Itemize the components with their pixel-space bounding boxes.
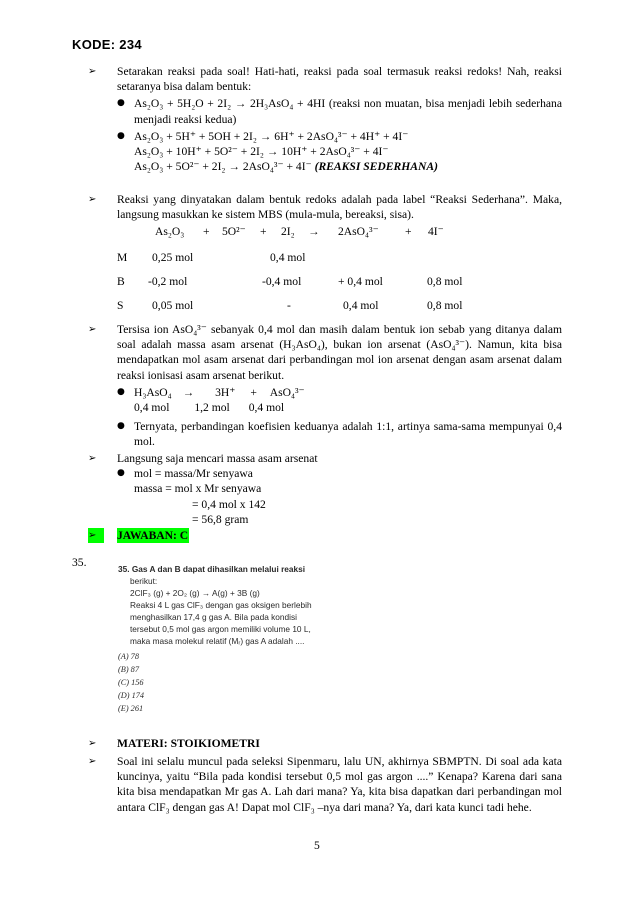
bullet-arsenate xyxy=(88,322,562,449)
question-number: 35. xyxy=(72,556,87,569)
eq-term: + xyxy=(405,225,412,238)
eq-term: 2AsO₄³⁻ xyxy=(338,225,379,238)
eq-arrow: → xyxy=(308,225,320,238)
answer-line xyxy=(88,528,562,543)
dot-bullet-icon: ● xyxy=(117,468,125,479)
bullet-text: Soal ini selalu muncul pada seleksi Sipenmaru, lalu UN, akhirnya SBMPTN. Di soal ada kata kuncinya, yaitu “Bila pada kondisi tersebut 0,5 mol gas argon ....” Kenapa? Karena dari sana kita bisa mendapatkan Mr gas A. Lah dari mana? Ya, kita bisa dapatkan dari perbandingan mol antara ClF₃ dengan gas A! Dapat mol ClF₃ –nya dari mana? Ya, dari kata kunci tadi hehe. xyxy=(117,755,562,814)
bullet-mbs xyxy=(88,192,562,222)
mbs-value: -0,2 mol xyxy=(148,275,188,288)
mbs-label: M xyxy=(117,251,128,264)
equation-text: As₂O₃ + 10H⁺ + 5O²⁻ + 2I₂ → 10H⁺ + 2AsO₄³⁻ + 4I⁻ xyxy=(134,145,389,159)
eq-term: 2I₂ xyxy=(281,225,295,238)
bullet-text: Setarakan reaksi pada soal! Hati-hati, reaksi pada soal termasuk reaksi redoks! Nah, reaksi setaranya bisa dalam bentuk: xyxy=(117,65,562,94)
eq-term: As₂O₃ xyxy=(155,225,185,238)
ionization-moles: 0,4 mol 1,2 mol 0,4 mol xyxy=(134,400,285,414)
page-number: 5 xyxy=(314,839,320,852)
calc-line: massa = mol x Mr senyawa xyxy=(134,482,262,496)
calc-item xyxy=(117,466,562,527)
mbs-value: 0,8 mol xyxy=(427,299,463,312)
dot-bullet-icon: ● xyxy=(117,98,125,109)
arrow-bullet-icon: ➢ xyxy=(88,194,97,205)
arrow-bullet-icon: ➢ xyxy=(88,528,104,543)
arrow-bullet-icon: ➢ xyxy=(88,324,97,335)
bullet-explanation xyxy=(88,754,562,815)
bullet-text: Langsung saja mencari massa asam arsenat xyxy=(117,452,318,465)
dot-bullet-icon: ● xyxy=(117,386,125,397)
bullet-text: Reaksi yang dinyatakan dalam bentuk redoks adalah pada label “Reaksi Sederhana”. Maka, langsung masukkan ke sistem MBS (mula-mula, bereaksi, sisa). xyxy=(117,193,562,222)
mbs-row-m xyxy=(0,250,638,266)
equation-text: As₂O₃ + 5H⁺ + 5OH + 2I₂ → 6H⁺ + 2AsO₄³⁻ + 4H⁺ + 4I⁻ xyxy=(134,129,409,143)
simple-reaction-tag: (REAKSI SEDERHANA) xyxy=(314,160,438,174)
calc-line: = 0,4 mol x 142 xyxy=(192,497,266,511)
equation-text: As₂O₃ + 5H₂O + 2I₂ → 2H₃AsO₄ + 4HI (reaksi non muatan, bisa menjadi lebih sederhana menjadi reaksi kedua) xyxy=(134,97,562,126)
equation-item xyxy=(117,129,562,175)
mbs-value: 0,8 mol xyxy=(427,275,463,288)
mbs-value: - xyxy=(287,299,291,312)
mbs-value: + 0,4 mol xyxy=(338,275,383,288)
mbs-value: -0,4 mol xyxy=(262,275,302,288)
dot-bullet-icon: ● xyxy=(117,420,125,431)
ionization-equation: H₃AsO₄ → 3H⁺ + AsO₄³⁻ xyxy=(134,385,305,399)
question-image: 35. Gas A dan B dapat dihasilkan melalui reaksi berikut: 2ClF₃ (g) + 2O₂ (g) → A(g) + 3B (g) Reaksi 4 L gas ClF₃ dengan gas oksigen berlebih menghasilkan 17,4 g gas A. Bila pada kondisi tersebut 0,5 mol gas argon memiliki volume 10 L, maka masa molekul relatif (Mᵣ) gas A adalah .... (A) 78 (B) 87 (C) 156 (D) 174 (E) 261 xyxy=(118,564,312,713)
mbs-label: B xyxy=(117,275,125,288)
answer-text: JAWABAN: C xyxy=(117,529,189,542)
mbs-row-b xyxy=(0,274,638,290)
eq-term: + xyxy=(203,225,210,238)
mbs-value: 0,05 mol xyxy=(152,299,194,312)
eq-term: + xyxy=(260,225,267,238)
equation-item xyxy=(117,96,562,126)
mbs-value: 0,4 mol xyxy=(343,299,379,312)
bullet-mass xyxy=(88,451,562,527)
calc-line: mol = massa/Mr senyawa xyxy=(134,467,253,481)
mbs-equation xyxy=(0,224,638,240)
bullet-materi xyxy=(88,736,562,751)
eq-term: 4I⁻ xyxy=(428,225,444,238)
mbs-label: S xyxy=(117,299,124,312)
note-text: Ternyata, perbandingan koefisien keduanya adalah 1:1, artinya sama-sama mempunyai 0,4 mol. xyxy=(134,419,562,449)
arrow-bullet-icon: ➢ xyxy=(88,66,97,77)
bullet-balance-reaction xyxy=(88,64,562,174)
bullet-text: Tersisa ion AsO₄³⁻ sebanyak 0,4 mol dan masih dalam bentuk ion sebab yang ditanya dalam soal adalah massa asam arsenat (H₃AsO₄), bukan ion arsenat (AsO₄³⁻). Namun, kita bisa mendapatkan mol asam arsenat dari perbandingan mol ion arsenat dengan asam arsenat dalam reaksi ionisasi asam arsenat berikut. xyxy=(117,323,562,382)
document-code: KODE: 234 xyxy=(72,37,142,52)
arrow-bullet-icon: ➢ xyxy=(88,756,97,767)
note-item xyxy=(117,419,562,449)
mbs-row-s xyxy=(0,298,638,314)
ionization-item xyxy=(117,385,562,415)
arrow-bullet-icon: ➢ xyxy=(88,453,97,464)
mbs-value: 0,4 mol xyxy=(270,251,306,264)
equation-text: As₂O₃ + 5O²⁻ + 2I₂ → 2AsO₄³⁻ + 4I⁻ (REAKSI SEDERHANA) xyxy=(134,160,438,174)
eq-term: 5O²⁻ xyxy=(222,225,246,238)
dot-bullet-icon: ● xyxy=(117,130,125,141)
mbs-value: 0,25 mol xyxy=(152,251,194,264)
arrow-bullet-icon: ➢ xyxy=(88,738,97,749)
bullet-text: MATERI: STOIKIOMETRI xyxy=(117,737,260,750)
calc-line: = 56,8 gram xyxy=(192,512,249,526)
